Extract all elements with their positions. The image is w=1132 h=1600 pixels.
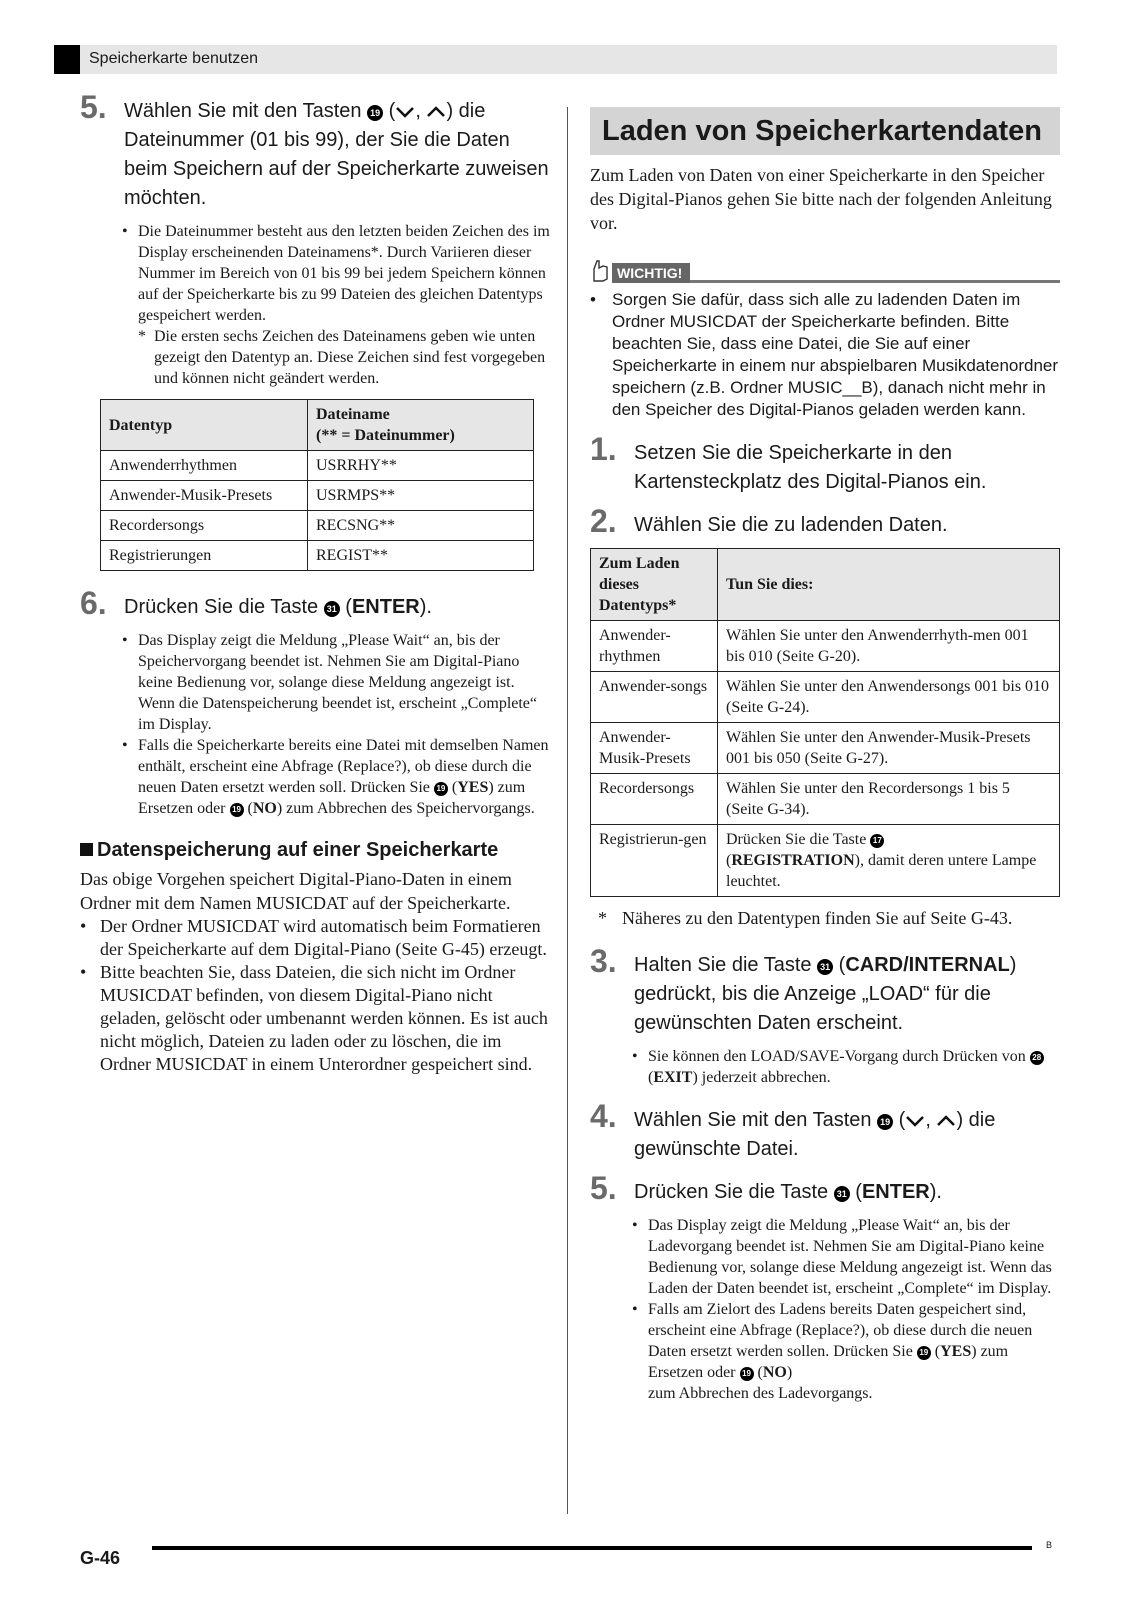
table-row: Registrierun-gen Drücken Sie die Taste 17 (REGISTRATION), damit deren untere Lampe leuchtet. (591, 825, 1060, 897)
col-header-action: Tun Sie dies: (718, 549, 1060, 621)
bullet-please-wait: • Das Display zeigt die Meldung „Please Wait“ an, bis der Speichervorgang beendet ist. Nehmen Sie am Digital-Piano keine Bedienung vor, solange diese Meldung angezeigt ist. Wenn die Datenspeicherung beendet ist, erscheint „Complete“ im Display. (122, 630, 550, 735)
key-label: ENTER (351, 596, 420, 618)
table-row: Registrierungen REGIST** (101, 541, 534, 571)
subsection-heading: Datenspeicherung auf einer Speicherkarte (80, 837, 550, 863)
table-row: Anwender-songs Wählen Sie unter den Anwendersongs 001 bis 010 (Seite G-24). (591, 672, 1060, 723)
col-header-type: Zum Laden dieses Datentyps* (591, 549, 718, 621)
table-row: Recordersongs RECSNG** (101, 511, 534, 541)
square-bullet-icon (80, 843, 93, 856)
hand-warning-icon (590, 257, 610, 283)
page-number: G-46 (80, 1548, 121, 1568)
table-row: Anwender-Musik-Presets Wählen Sie unter den Anwender-Musik-Presets 001 bis 050 (Seite G-27). (591, 723, 1060, 774)
bullet-cancel: • Sie können den LOAD/SAVE-Vorgang durch Drücken von 28 (EXIT) jederzeit abbrechen. (632, 1046, 1060, 1088)
key-17-icon: 17 (870, 834, 884, 848)
step-number: 4. (590, 1098, 617, 1134)
table-row: Anwender-Musik-Presets USRMPS** (101, 481, 534, 511)
key-19-icon: 19 (367, 105, 383, 121)
step-3-load: 3. Halten Sie die Taste 31 (CARD/INTERNAL) gedrückt, bis die Anzeige „LOAD“ für die gewünschten Daten erscheint. (590, 943, 1017, 1034)
step-number: 6. (80, 585, 107, 621)
chevron-down-icon (395, 105, 415, 119)
table-row: Anwender-rhythmen Wählen Sie unter den Anwenderrhyth-men 001 bis 010 (Seite G-20). (591, 621, 1060, 672)
key-label: ENTER (861, 1181, 930, 1203)
chevron-down-icon (905, 1114, 925, 1128)
chevron-up-icon (936, 1114, 956, 1128)
left-column (80, 89, 550, 1076)
table-row: Anwenderrhythmen USRRHY** (101, 451, 534, 481)
key-28-icon: 28 (1030, 1051, 1044, 1065)
step-1-load: 1. Setzen Sie die Speicherkarte in den Kartensteckplatz des Digital-Pianos ein. (590, 431, 987, 493)
step-text: Wählen Sie mit den Tasten (124, 100, 362, 122)
section-heading: Laden von Speicherkartendaten (590, 107, 1060, 155)
step-number: 3. (590, 943, 617, 979)
folder-paragraph: Das obige Vorgehen speichert Digital-Piano-Daten in einem Ordner mit dem Namen MUSICDAT auf der Speicherkarte. (80, 869, 512, 913)
right-column (590, 107, 1060, 1404)
step-2-load: 2. Wählen Sie die zu ladenden Daten. (590, 503, 948, 539)
step-number: 1. (590, 431, 617, 467)
important-badge: WICHTIG! (612, 263, 690, 283)
step-number: 2. (590, 503, 617, 539)
key-19-icon: 19 (434, 782, 448, 796)
load-type-table (590, 548, 1060, 897)
step-5-save: 5. Wählen Sie mit den Tasten 19 ( , ) die Dateinummer (01 bis 99), der Sie die Daten beim Speichern auf der Speicherkarte zuweisen möchten. (80, 89, 549, 209)
bullet-folder-limit: • Bitte beachten Sie, dass Dateien, die sich nicht im Ordner MUSICDAT befinden, von diesem Digital-Piano nicht geladen, gelöscht oder umbenannt werden können. Es ist auch nicht möglich, Dateien zu laden oder zu löschen, die im Ordner MUSICDAT in einem Unterordner gespeichert sind. (80, 961, 550, 1076)
key-19-icon: 19 (917, 1346, 931, 1360)
key-31-icon: 31 (834, 1186, 850, 1202)
column-divider (567, 107, 568, 1514)
step-text-cont: ) die Dateinummer (01 bis 99), der Sie die Daten beim Speichern auf der Speicherkarte zuweisen möchten. (124, 100, 549, 209)
step-number: 5. (590, 1170, 617, 1206)
bullet-please-wait: • Das Display zeigt die Meldung „Please Wait“ an, bis der Ladevorgang beendet ist. Nehmen Sie am Digital-Piano keine Bedienung vor, solange diese Meldung angezeigt ist. Wenn das Laden der Daten beendet ist, erscheint „Complete“ im Display. (632, 1215, 1060, 1299)
bullet-replace: • Falls am Zielort des Ladens bereits Daten gespeichert sind, erscheint eine Abfrage (Replace?), ob diese durch die neuen Daten ersetzt werden sollen. Drücken Sie 19 (YES) zum Ersetzen oder 19 (NO) zum Abbrechen des Ladevorgangs. (632, 1299, 1060, 1404)
footer-rule (152, 1546, 1032, 1550)
key-19-icon: 19 (877, 1114, 893, 1130)
note-file-name: * Die ersten sechs Zeichen des Dateinamens geben wie unten gezeigt den Datentyp an. Diese Zeichen sind fest vorgegeben und können nicht geändert werden. (138, 328, 546, 387)
bullet-file-number: • Die Dateinummer besteht aus den letzten beiden Zeichen des im Display erscheinenden Dateinamens*. Durch Variieren dieser Nummer im Bereich von 01 bis 99 bei jedem Speichern können auf der Speicherkarte bis zu 99 Dateien des gleichen Datentyps gespeichert werden. (122, 221, 550, 326)
key-label: CARD/INTERNAL (845, 954, 1010, 976)
step-4-load: 4. Wählen Sie mit den Tasten 19 ( , ) die gewünschte Datei. (590, 1098, 996, 1160)
col-header-filename: Dateiname (** = Dateinummer) (308, 400, 534, 451)
intro-paragraph: Zum Laden von Daten von einer Speicherkarte in den Speicher des Digital-Pianos gehen Sie bitte nach der folgenden Anleitung vor. (590, 165, 1052, 233)
key-19-icon: 19 (740, 1367, 754, 1381)
file-type-table (100, 399, 534, 571)
key-19-icon: 19 (230, 803, 244, 817)
section-title: Speicherkarte benutzen (89, 50, 258, 67)
header-marker (54, 45, 80, 74)
chevron-up-icon (426, 105, 446, 119)
section-header (54, 45, 1057, 74)
step-6-save: 6. Drücken Sie die Taste 31 (ENTER). (80, 585, 432, 621)
important-note: • Sorgen Sie dafür, dass sich alle zu ladenden Daten im Ordner MUSICDAT der Speicherkarte befinden. Bitte beachten Sie, dass eine Datei, die Sie auf einer Speicherkarte in einem nur abspielbaren Musikdatenordner speichern (z.B. Ordner MUSIC__B), danach nicht mehr in den Speicher des Digital-Pianos geladen werden kann. (590, 289, 1060, 421)
key-31-icon: 31 (324, 601, 340, 617)
step-5-load: 5. Drücken Sie die Taste 31 (ENTER). (590, 1170, 942, 1206)
table-footnote: * Näheres zu den Datentypen finden Sie auf Seite G-43. (598, 908, 1013, 928)
col-header-type: Datentyp (101, 400, 308, 451)
footer-mark: B (1046, 1540, 1053, 1550)
step-number: 5. (80, 89, 107, 125)
key-31-icon: 31 (817, 959, 833, 975)
important-header (590, 253, 1060, 283)
bullet-replace: • Falls die Speicherkarte bereits eine Datei mit demselben Namen enthält, erscheint eine Abfrage (Replace?), ob diese durch die neuen Daten ersetzt werden soll. Drücken Sie 19 (YES) zum Ersetzen oder 19 (NO) zum Abbrechen des Speichervorgangs. (122, 735, 550, 819)
table-row: Recordersongs Wählen Sie unter den Recordersongs 1 bis 5 (Seite G-34). (591, 774, 1060, 825)
bullet-folder-format: • Der Ordner MUSICDAT wird automatisch beim Formatieren der Speicherkarte auf dem Digital-Piano (Seite G-45) erzeugt. (80, 915, 550, 961)
